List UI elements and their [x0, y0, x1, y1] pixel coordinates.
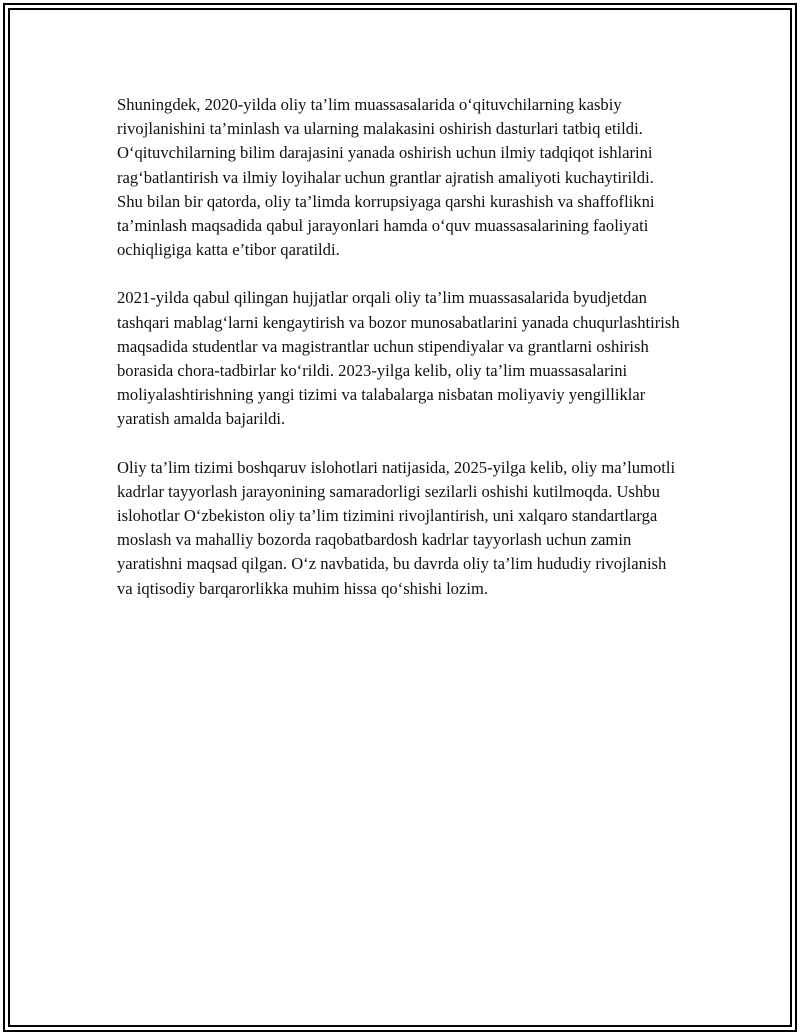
document-body: [117, 93, 682, 625]
paragraph-1: Shuningdek, 2020-yilda oliy ta’lim muassasalarida o‘qituvchilarning kasbiy rivojlanishini ta’minlash va ularning malakasini oshirish dasturlari tatbiq etildi. O‘qituvchilarning bilim darajasini yanada oshirish uchun ilmiy tadqiqot ishlarini rag‘batlantirish va ilmiy loyihalar uchun grantlar ajratish amaliyoti kuchaytirildi. Shu bilan bir qatorda, oliy ta’limda korrupsiyaga qarshi kurashish va shaffoflikni ta’minlash maqsadida qabul jarayonlari hamda o‘quv muassasalarining faoliyati ochiqligiga katta e’tibor qaratildi.: [117, 95, 655, 260]
paragraph-2: 2021-yilda qabul qilingan hujjatlar orqali oliy ta’lim muassasalarida byudjetdan tashqari mablag‘larni kengaytirish va bozor munosabatlarini yanada chuqurlashtirish maqsadida studentlar va magistrantlar uchun stipendiyalar va grantlarni oshirish borasida chora-tadbirlar ko‘rildi. 2023-yilga kelib, oliy ta’lim muassasalarini moliyalashtirishning yangi tizimi va talabalarga nisbatan moliyaviy yengilliklar yaratish amalda bajarildi.: [117, 288, 680, 429]
paragraph-3: Oliy ta’lim tizimi boshqaruv islohotlari natijasida, 2025-yilga kelib, oliy ma’lumotli kadrlar tayyorlash jarayonining samaradorligi sezilarli oshishi kutilmoqda. Ushbu islohotlar O‘zbekiston oliy ta’lim tizimini rivojlantirish, uni xalqaro standartlarga moslash va mahalliy bozorda raqobatbardosh kadrlar tayyorlash uchun zamin yaratishni maqsad qilgan. O‘z navbatida, bu davrda oliy ta’lim hududiy rivojlanish va iqtisodiy barqarorlikka muhim hissa qo‘shishi lozim.: [117, 457, 676, 598]
